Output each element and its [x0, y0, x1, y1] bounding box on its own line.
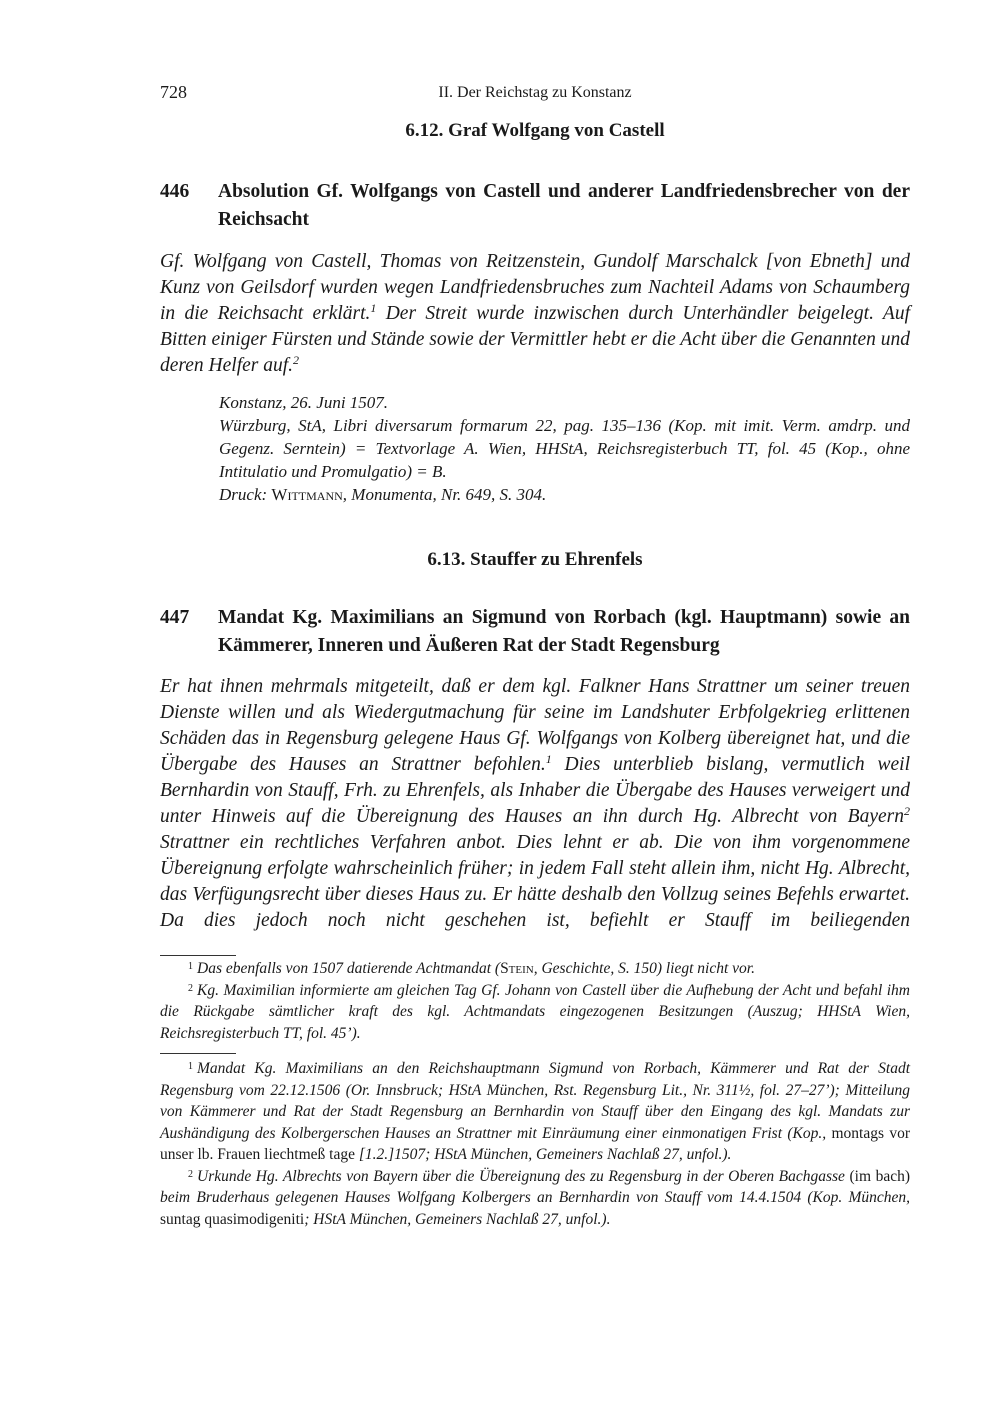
- footnote-2: [160, 1166, 910, 1231]
- document-title: Mandat Kg. Maximilians an Sigmund von Rorbach (kgl. Hauptmann) sowie an Kämmerer, Inneren und Äußeren Rat der Stadt Regensburg: [218, 607, 910, 656]
- running-head: [160, 82, 910, 106]
- print-author: Wittmann: [271, 485, 343, 504]
- regest-text: Strattner ein rechtliches Verfahren anbot. Dies lehnt er ab. Die von ihm vorgenommene Übereignung erfolgte wahrscheinlich früher; in jedem Fall steht allein ihm, nicht Hg. Albrecht, das Verfügungsrecht über dieses Haus zu. Er hätte deshalb den Vollzug seines Befehls erwartet. Da dies jedoch noch nicht geschehen ist, befiehlt er Stauff im beiliegenden: [160, 832, 910, 931]
- footnote-divider: [160, 955, 236, 956]
- footnote-quote: (im bach): [844, 1167, 910, 1185]
- regest-446: [160, 249, 910, 379]
- footnote-ref[interactable]: 1: [370, 301, 377, 315]
- footnote-marker: 1: [188, 961, 193, 972]
- footnote-text: Urkunde Hg. Albrechts von Bayern über die Übereignung des zu Regensburg in der Oberen Bachgasse: [197, 1167, 845, 1185]
- regest-text: Der Streit wurde inzwischen durch Unterhändler beigelegt. Auf Bitten einiger Fürsten und Stände sowie der Vermittler hebt er die Acht über die Genannten und deren Helfer auf.: [160, 303, 910, 376]
- footnote-text: beim Bruderhaus gelegenen Hauses Wolfgang Kolbergers an Bernhardin von Stauff vom 14.4.1504 (Kop. München,: [160, 1189, 910, 1206]
- document-number: 447: [160, 607, 190, 628]
- footnote-ref[interactable]: 2: [904, 804, 910, 818]
- footnote-ref[interactable]: 1: [545, 752, 552, 766]
- footnote-1: [160, 1058, 910, 1166]
- footnote-text: Kg. Maximilian informierte am gleichen Tag Gf. Johann von Castell über die Aufhebung der Acht und befahl ihm die Rückgabe sämtlicher kraft des kgl. Achtmandats eingezogenen Besitzungen (Auszug; HHStA Wien, Reichsregisterbuch TT, fol. 45’).: [160, 981, 910, 1042]
- document-metadata-446: [219, 391, 910, 506]
- regest-text: Dies unterblieb bislang, vermutlich weil Bernhardin von Stauff, Frh. zu Ehrenfels, als Inhaber die Übergabe des Hauses verweigert und unter Hinweis auf die Übereignung des Hauses an ihn durch Hg. Albrecht von Bayern: [160, 754, 910, 827]
- footnote-1: [160, 958, 910, 980]
- footnote-divider: [160, 1053, 236, 1054]
- footnote-marker: 1: [188, 1061, 193, 1072]
- date-place: Konstanz, 26. Juni 1507.: [219, 393, 389, 412]
- print-label: Druck:: [219, 485, 268, 504]
- footnotes-apparatus-b: [160, 1058, 910, 1230]
- regest-text: Er hat ihnen mehrmals mitgeteilt, daß er dem kgl. Falkner Hans Strattner um seiner treuen Dienste willen und als Wiedergutmachung für seine im Landshuter Erbfolgekrieg erlittenen Schäden das in Regensburg gelegene Haus Gf. Wolfgangs von Kolberg übereignet hat, und die Übergabe des Hauses an Strattner befohlen.: [160, 676, 910, 775]
- footnotes-apparatus-a: [160, 958, 910, 1044]
- regest-text: Gf. Wolfgang von Castell, Thomas von Reitzenstein, Gundolf Marschalck [von Ebneth] und Kunz von Geilsdorf wurden wegen Landfriedensbruches zum Nachteil Adams von Schaumberg in die Reichsacht erklärt.: [160, 251, 910, 324]
- section-title-6-13: 6.13. Stauffer zu Ehrenfels: [427, 549, 643, 570]
- page-number: 728: [160, 82, 187, 102]
- footnote-text: Das ebenfalls von 1507 datierende Achtmandat (: [197, 960, 501, 977]
- footnote-ref[interactable]: 2: [293, 353, 300, 367]
- footnote-quote: suntag quasimodigeniti: [160, 1210, 305, 1228]
- footnote-2: [160, 980, 910, 1045]
- footnote-text: , Geschichte, S. 150) liegt nicht vor.: [533, 960, 755, 977]
- print-reference: [219, 483, 910, 506]
- footnote-marker: 2: [188, 1168, 193, 1180]
- footnote-text: ; HStA München, Gemeiners Nachlaß 27, unfol.).: [304, 1210, 611, 1228]
- document-title: Absolution Gf. Wolfgangs von Castell und anderer Landfriedensbrecher von der Reichsacht: [218, 181, 910, 230]
- print-details: , Monumenta, Nr. 649, S. 304.: [342, 485, 547, 504]
- footnote-text: [1.2.]1507; HStA München, Gemeiners Nachlaß 27, unfol.).: [358, 1146, 732, 1163]
- document-number: 446: [160, 181, 190, 202]
- section-title-6-12: 6.12. Graf Wolfgang von Castell: [405, 120, 665, 141]
- running-title: II. Der Reichstag zu Konstanz: [438, 84, 632, 101]
- footnote-quote: montags vor unser lb. Frauen liechtmeß tage: [160, 1124, 911, 1163]
- regest-447: [160, 674, 910, 934]
- document-heading-447: [160, 604, 910, 660]
- document-heading-446: [160, 178, 910, 234]
- sources: Würzburg, StA, Libri diversarum formarum 22, pag. 135–136 (Kop. mit imit. Verm. amdrp. und Gegenz. Serntein) = Textvorlage A. Wien, HHStA, Reichsregisterbuch TT, fol. 45 (Kop., ohne Intitulatio und Promulgatio) = B.: [219, 416, 910, 481]
- footnote-marker: 2: [188, 982, 193, 994]
- footnote-author: Stein: [500, 960, 534, 977]
- footnote-text: Mandat Kg. Maximilians an den Reichshauptmann Sigmund von Rorbach, Kämmerer und Rat der Stadt Regensburg vom 22.12.1506 (Or. Innsbruck; HStA München, Rst. Regensburg Lit., Nr. 311½, fol. 27–27’); Mitteilung von Kämmerer und Rat der Stadt Regensburg an Bernhardin von Stauff über den Eingang des kgl. Mandats zur Aushändigung des Kolbergerschen Hauses an Strattner mit Einräumung einer einmonatigen Frist (Kop.,: [160, 1060, 910, 1142]
